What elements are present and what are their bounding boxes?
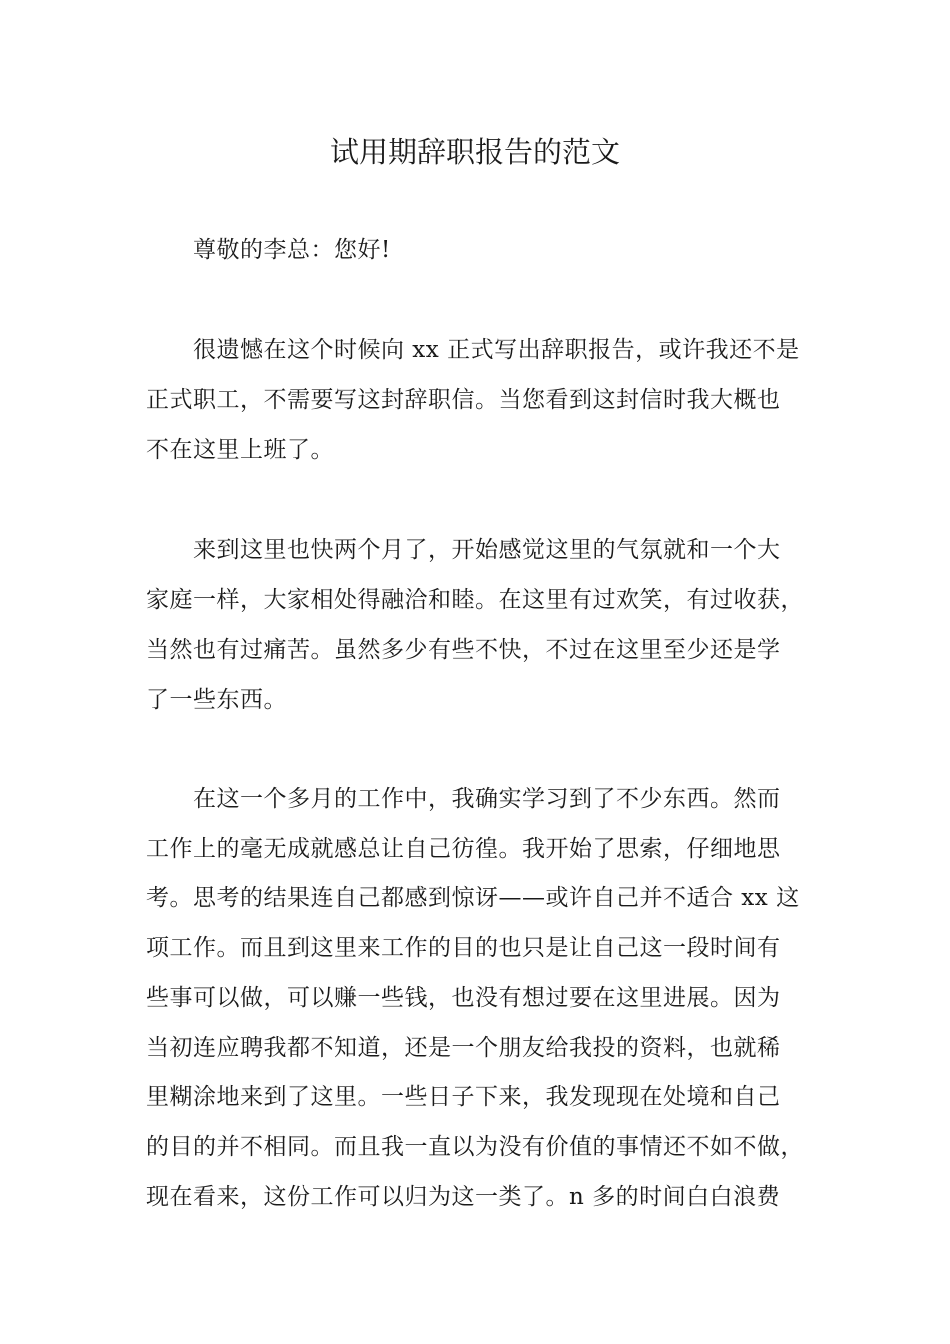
paragraph-line: 的目的并不相同。而且我一直以为没有价值的事情还不如不做， <box>146 1134 804 1160</box>
paragraph-line: 来到这里也快两个月了，开始感觉这里的气氛就和一个大 <box>193 537 781 563</box>
paragraph-line: 不在这里上班了。 <box>146 437 334 463</box>
document-title: 试用期辞职报告的范文 <box>329 135 620 169</box>
paragraph-line: 很遗憾在这个时候向 xx 正式写出辞职报告，或许我还不是 <box>193 337 800 363</box>
paragraph-line: 当然也有过痛苦。虽然多少有些不快，不过在这里至少还是学 <box>146 637 781 663</box>
paragraph-line: 正式职工，不需要写这封辞职信。当您看到这封信时我大概也 <box>146 387 781 413</box>
paragraph-line: 了一些东西。 <box>146 687 287 713</box>
paragraph-line: 现在看来，这份工作可以归为这一类了。n 多的时间白白浪费 <box>146 1184 781 1210</box>
paragraph-line: 当初连应聘我都不知道，还是一个朋友给我投的资料，也就稀 <box>146 1035 781 1061</box>
paragraph-line: 里糊涂地来到了这里。一些日子下来，我发现现在处境和自己 <box>146 1084 781 1110</box>
paragraph-line: 家庭一样，大家相处得融洽和睦。在这里有过欢笑，有过收获， <box>146 587 804 613</box>
paragraph-line: 项工作。而且到这里来工作的目的也只是让自己这一段时间有 <box>146 935 781 961</box>
salutation: 尊敬的李总：您好! <box>193 237 391 263</box>
paragraph-line: 考。思考的结果连自己都感到惊讶——或许自己并不适合 xx 这 <box>146 885 800 911</box>
paragraph-line: 在这一个多月的工作中，我确实学习到了不少东西。然而 <box>193 786 781 812</box>
paragraph-line: 工作上的毫无成就感总让自己彷徨。我开始了思索，仔细地思 <box>146 836 781 862</box>
paragraph-line: 些事可以做，可以赚一些钱，也没有想过要在这里进展。因为 <box>146 985 781 1011</box>
